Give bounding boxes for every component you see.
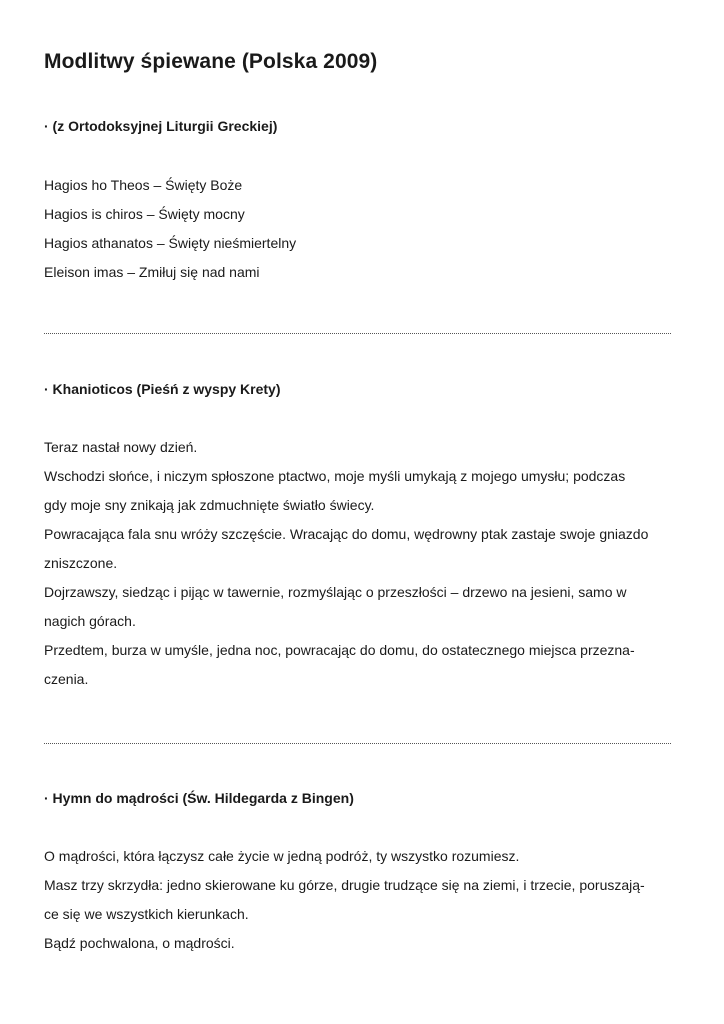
dotted-divider xyxy=(44,333,671,334)
page-title: Modlitwy śpiewane (Polska 2009) xyxy=(44,50,378,73)
text-line: zniszczone. xyxy=(44,555,118,571)
text-line: nagich górach. xyxy=(44,613,136,629)
text-line: Teraz nastał nowy dzień. xyxy=(44,439,198,455)
section-body-hymn xyxy=(44,842,684,958)
section-body-khanioticos xyxy=(44,433,684,694)
section-heading-khanioticos: · Khanioticos (Pieśń z wyspy Krety) xyxy=(44,381,281,397)
text-line: Hagios is chiros – Święty mocny xyxy=(44,206,245,222)
text-line: Wschodzi słońce, i niczym spłoszone ptactwo, moje myśli umykają z mojego umysłu; podczas xyxy=(44,468,626,484)
dotted-divider xyxy=(44,743,671,744)
text-line: Powracająca fala snu wróży szczęście. Wracając do domu, wędrowny ptak zastaje swoje gniazdo xyxy=(44,526,649,542)
text-line: O mądrości, która łączysz całe życie w jedną podróż, ty wszystko rozumiesz. xyxy=(44,848,520,864)
text-line: Hagios athanatos – Święty nieśmiertelny xyxy=(44,235,297,251)
text-line: Eleison imas – Zmiłuj się nad nami xyxy=(44,264,260,280)
text-line: Hagios ho Theos – Święty Boże xyxy=(44,177,243,193)
text-line: Masz trzy skrzydła: jedno skierowane ku górze, drugie trudzące się na ziemi, i trzecie, poruszają- xyxy=(44,877,645,893)
text-line: Dojrzawszy, siedząc i pijąc w tawernie, rozmyślając o przeszłości – drzewo na jesieni, samo w xyxy=(44,584,627,600)
text-line: gdy moje sny znikają jak zdmuchnięte światło świecy. xyxy=(44,497,375,513)
section-body-liturgy xyxy=(44,171,684,287)
text-line: czenia. xyxy=(44,671,89,687)
section-heading-liturgy: · (z Ortodoksyjnej Liturgii Greckiej) xyxy=(44,118,278,134)
text-line: Przedtem, burza w umyśle, jedna noc, powracając do domu, do ostatecznego miejsca przezna- xyxy=(44,642,635,658)
section-heading-hymn: · Hymn do mądrości (Św. Hildegarda z Bingen) xyxy=(44,790,354,806)
text-line: ce się we wszystkich kierunkach. xyxy=(44,906,249,922)
text-line: Bądź pochwalona, o mądrości. xyxy=(44,935,235,951)
